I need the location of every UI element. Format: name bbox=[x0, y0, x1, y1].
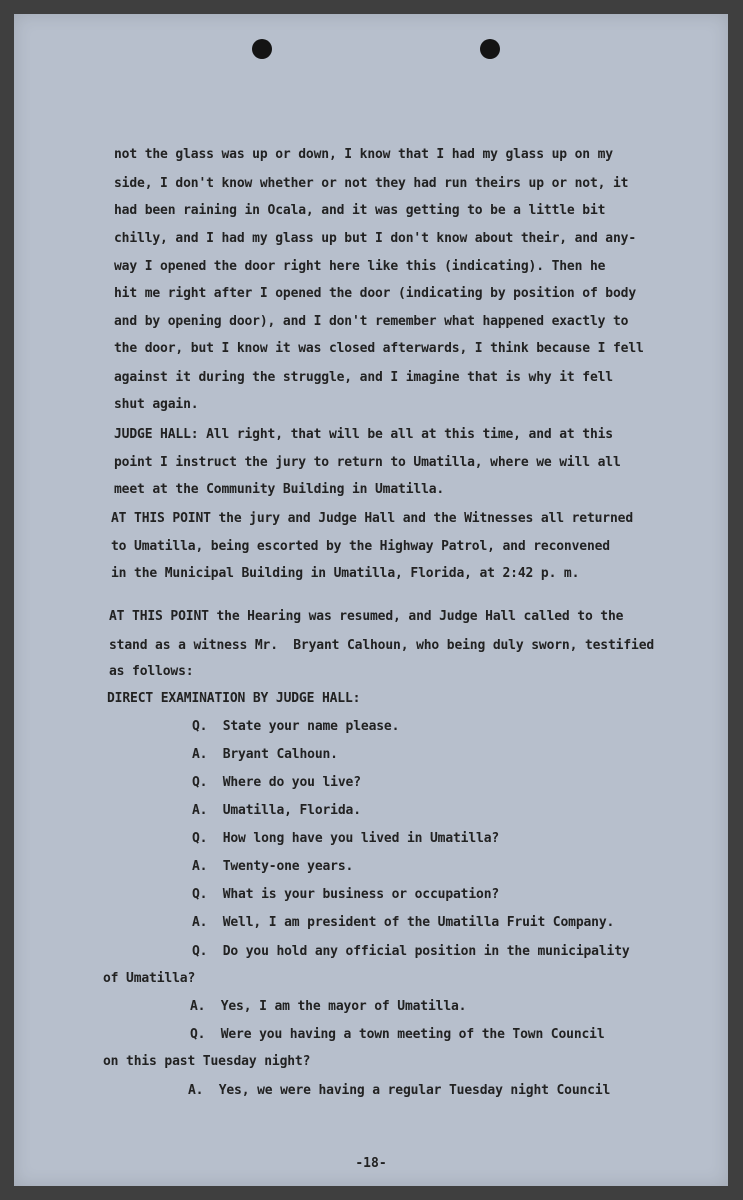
text-line: the door, but I know it was closed afterwards, I think because I fell bbox=[114, 341, 644, 356]
text-line: to Umatilla, being escorted by the Highway Patrol, and reconvened bbox=[111, 539, 610, 554]
text-line: on this past Tuesday night? bbox=[103, 1054, 311, 1069]
text-line: and by opening door), and I don't remember what happened exactly to bbox=[114, 314, 629, 329]
text-line: in the Municipal Building in Umatilla, Florida, at 2:42 p. m. bbox=[111, 566, 580, 581]
question-line: Q. What is your business or occupation? bbox=[192, 887, 500, 902]
text-line: way I opened the door right here like this (indicating). Then he bbox=[114, 259, 606, 274]
question-line: Q. Do you hold any official position in the municipality bbox=[192, 944, 630, 959]
text-line: not the glass was up or down, I know that I had my glass up on my bbox=[114, 147, 613, 162]
question-line: Q. Were you having a town meeting of the Town Council bbox=[190, 1027, 605, 1042]
question-line: Q. How long have you lived in Umatilla? bbox=[192, 831, 500, 846]
answer-line: A. Well, I am president of the Umatilla Fruit Company. bbox=[192, 915, 615, 930]
question-line: Q. State your name please. bbox=[192, 719, 400, 734]
document-page bbox=[14, 14, 728, 1186]
answer-line: A. Bryant Calhoun. bbox=[192, 747, 338, 762]
answer-line: A. Yes, we were having a regular Tuesday night Council bbox=[188, 1083, 611, 1098]
text-line: AT THIS POINT the jury and Judge Hall and the Witnesses all returned bbox=[111, 511, 634, 526]
text-line: against it during the struggle, and I imagine that is why it fell bbox=[114, 370, 613, 385]
text-line: chilly, and I had my glass up but I don't know about their, and any- bbox=[114, 231, 637, 246]
punch-hole-right bbox=[480, 39, 500, 59]
text-line: had been raining in Ocala, and it was getting to be a little bit bbox=[114, 203, 606, 218]
question-line: Q. Where do you live? bbox=[192, 775, 361, 790]
answer-line: A. Twenty-one years. bbox=[192, 859, 354, 874]
section-heading: DIRECT EXAMINATION BY JUDGE HALL: bbox=[107, 691, 361, 706]
text-line: meet at the Community Building in Umatilla. bbox=[114, 482, 445, 497]
punch-hole-left bbox=[252, 39, 272, 59]
answer-line: A. Yes, I am the mayor of Umatilla. bbox=[190, 999, 467, 1014]
text-line: hit me right after I opened the door (indicating by position of body bbox=[114, 286, 637, 301]
answer-line: A. Umatilla, Florida. bbox=[192, 803, 361, 818]
text-line: stand as a witness Mr. Bryant Calhoun, who being duly sworn, testified bbox=[109, 638, 655, 653]
speaker-line: JUDGE HALL: All right, that will be all at this time, and at this bbox=[114, 427, 613, 442]
text-line: as follows: bbox=[109, 664, 194, 679]
text-line: side, I don't know whether or not they had run theirs up or not, it bbox=[114, 176, 629, 191]
text-line: shut again. bbox=[114, 397, 199, 412]
text-line: AT THIS POINT the Hearing was resumed, and Judge Hall called to the bbox=[109, 609, 624, 624]
text-line: point I instruct the jury to return to Umatilla, where we will all bbox=[114, 455, 621, 470]
text-line: of Umatilla? bbox=[103, 971, 196, 986]
page-number: -18- bbox=[355, 1156, 387, 1171]
